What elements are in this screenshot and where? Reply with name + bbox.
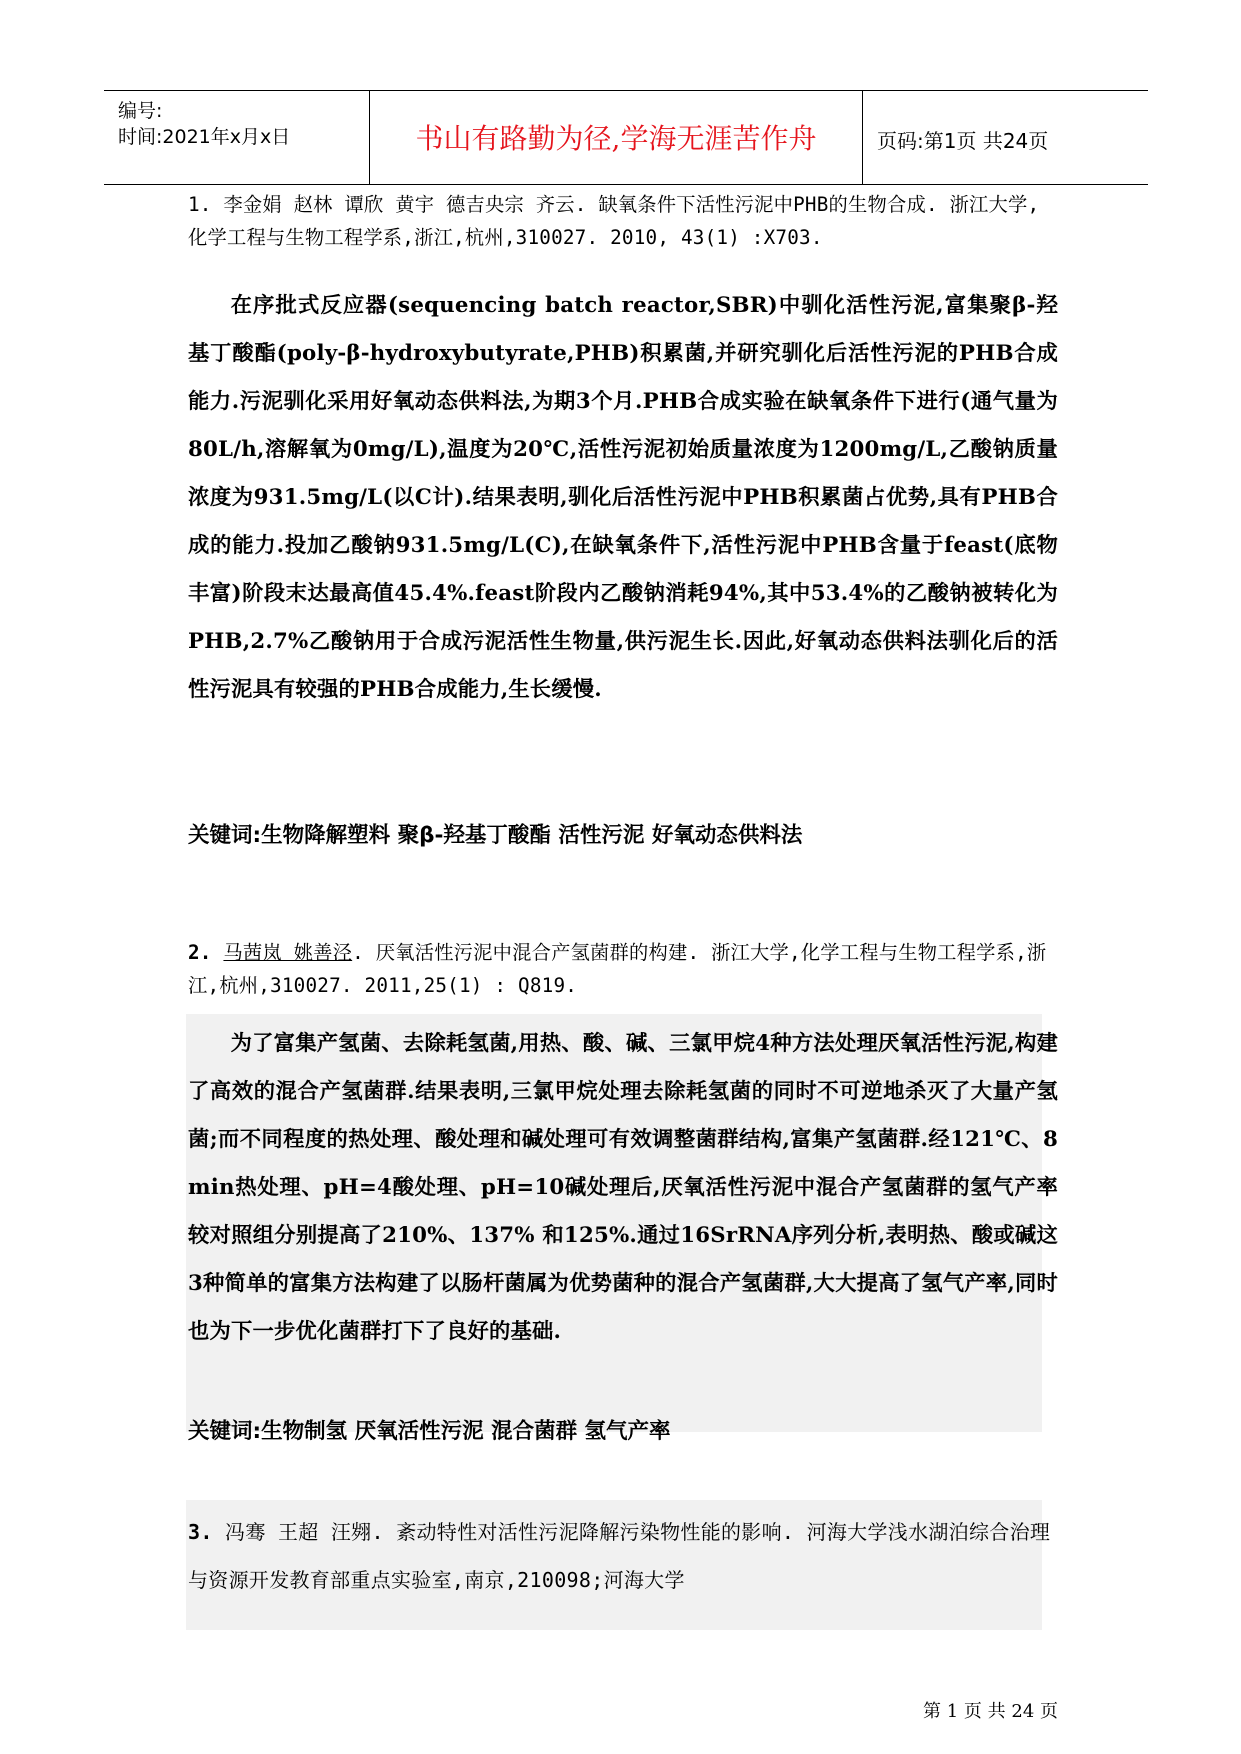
reference-3-citation [188,1508,1058,1604]
reference-1-abstract-text: 在序批式反应器(sequencing batch reactor,SBR)中驯化活性污泥,富集聚β-羟基丁酸酯(poly-β-hydroxybutyrate,PHB)积累菌,并研究驯化后活性污泥的PHB合成能力.污泥驯化采用好氧动态供料法,为期3个月.PHB合成实验在缺氧条件下进行(通气量为80L/h,溶解氧为0mg/L),温度为20℃,活性污泥初始质量浓度为1200mg/L,乙酸钠质量浓度为931.5mg/L(以C计).结果表明,驯化后活性污泥中PHB积累菌占优势,具有PHB合成的能力.投加乙酸钠931.5mg/L(C),在缺氧条件下,活性污泥中PHB含量于feast(底物丰富)阶段末达最高值45.4%.feast阶段内乙酸钠消耗94%,其中53.4%的乙酸钠被转化为PHB,2.7%乙酸钠用于合成污泥活性生物量,供污泥生长.因此,好氧动态供料法驯化后的活性污泥具有较强的PHB合成能力,生长缓慢. [188,293,1058,702]
reference-1-citation-text: 李金娟 赵林 谭欣 黄宇 德吉央宗 齐云. 缺氧条件下活性污泥中PHB的生物合成. 浙江大学,化学工程与生物工程学系,浙江,杭州,310027. 2010, 43(1) :X703. [188,193,1040,249]
header-motto: 书山有路勤为径,学海无涯苦作舟 [415,122,817,155]
reference-2-citation [188,936,1058,1002]
reference-2-number: 2. [188,941,212,964]
reference-2-abstract-text: 为了富集产氢菌、去除耗氢菌,用热、酸、碱、三氯甲烷4种方法处理厌氧活性污泥,构建了高效的混合产氢菌群.结果表明,三氯甲烷处理去除耗氢菌的同时不可逆地杀灭了大量产氢菌;而不同程度的热处理、酸处理和碱处理可有效调整菌群结构,富集产氢菌群.经121℃、8 min热处理、pH=4酸处理、pH=10碱处理后,厌氧活性污泥中混合产氢菌群的氢气产率较对照组分别提高了210%、137% 和125%.通过16SrRNA序列分析,表明热、酸或碱这3种简单的富集方法构建了以肠杆菌属为优势菌种的混合产氢菌群,大大提高了氢气产率,同时也为下一步优化菌群打下了良好的基础. [188,1031,1058,1344]
page-footer: 第 1 页 共 24 页 [923,1701,1058,1722]
header-motto-cell [370,91,863,184]
reference-3-citation-text: 冯骞 王超 汪翙. 紊动特性对活性污泥降解污染物性能的影响. 河海大学浅水湖泊综合治理与资源开发教育部重点实验室,南京,210098;河海大学 [188,1520,1051,1592]
document-time-label: 时间:2021年x月x日 [118,126,291,148]
reference-2-keywords: 关键词:生物制氢 厌氧活性污泥 混合菌群 氢气产率 [188,1419,671,1444]
header-page-cell [863,91,1148,184]
reference-2-authors: 马茜岚 姚善泾 [223,941,353,964]
page-header [104,90,1148,185]
reference-2-abstract [188,1020,1058,1356]
header-page-info: 页码:第1页 共24页 [877,129,1049,153]
document-number-label: 编号: [118,100,163,122]
reference-1-keywords: 关键词:生物降解塑料 聚β-羟基丁酸酯 活性污泥 好氧动态供料法 [188,823,803,848]
reference-1-number: 1. [188,193,212,216]
header-meta-cell [104,91,370,184]
reference-1-abstract [188,282,1058,714]
reference-2-citation-text: . 厌氧活性污泥中混合产氢菌群的构建. 浙江大学,化学工程与生物工程学系,浙江,杭州,310027. 2011,25(1) : Q819. [188,941,1047,997]
reference-1-citation [188,188,1058,254]
reference-3-number: 3. [188,1520,213,1544]
